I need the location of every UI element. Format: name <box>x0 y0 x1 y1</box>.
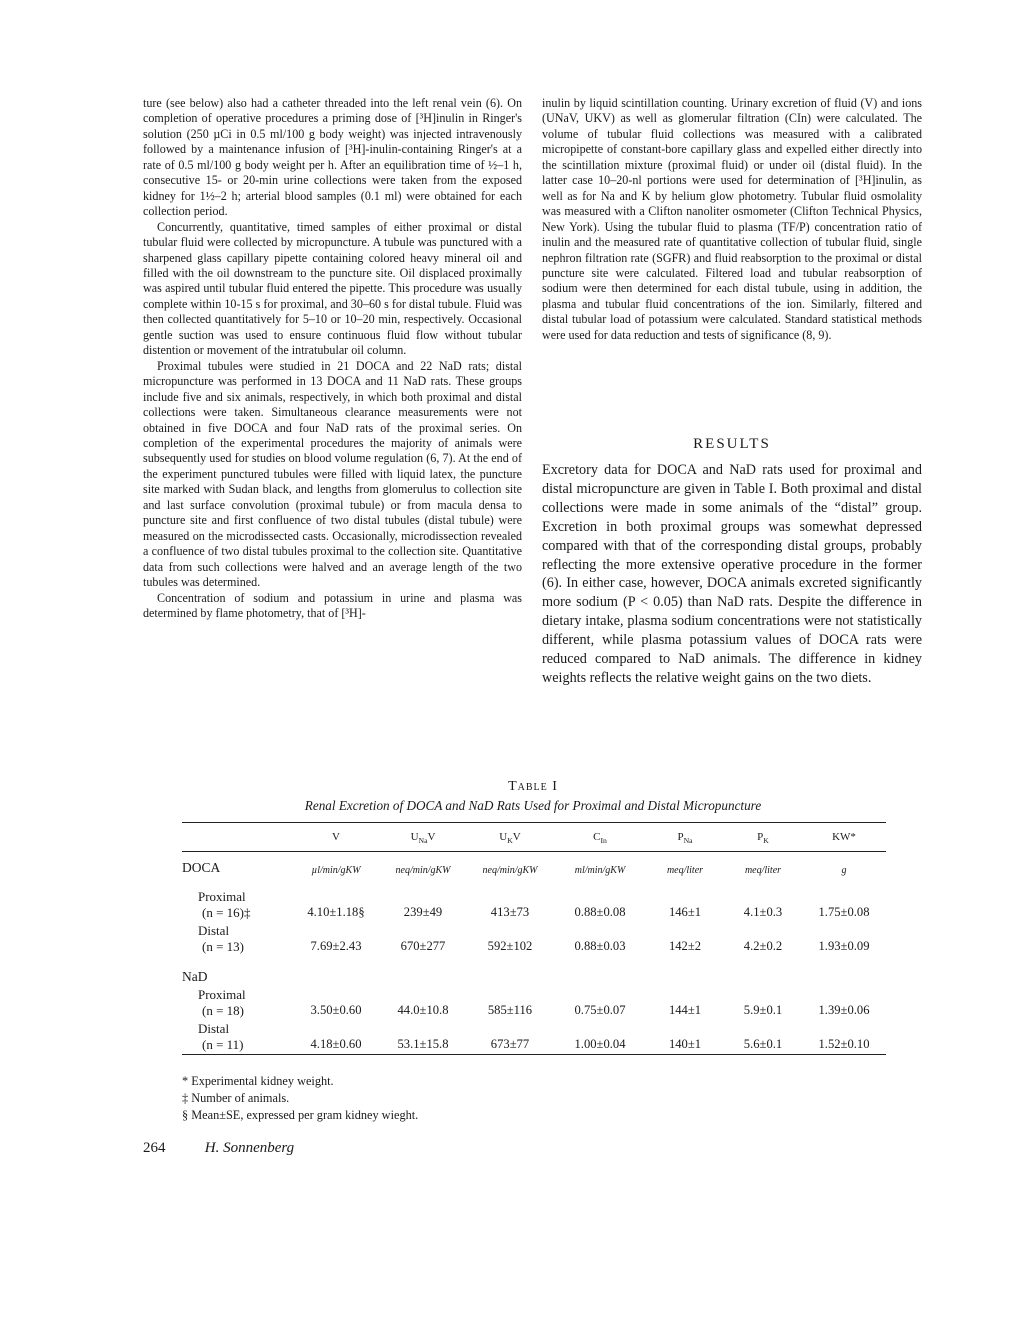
data-table <box>182 822 886 1055</box>
left-paragraph-2: Concurrently, quantitative, timed samples of either proximal or distal tubular fluid were collected by micropuncture. A tubule was punctured with a sharpened glass capillary pipette containing colored heavy mineral oil and filled with the oil downstream to the puncture site. Oil displaced proximally was aspired until tubular fluid entered the pipette. This procedure was usually complete within 10-15 s for proximal, and 30–60 s for distal tubule. Fluid was then collected quantitatively for 5–10 or 10–20 min, respectively. Occasional gentle suction was used to ensure continuous fluid flow without tubular distention or movement of the intratubular oil column. <box>143 219 522 358</box>
unit-cell: neq/min/gKW <box>380 852 466 877</box>
col-header-unav: $U_{Na}V$ <box>380 823 466 852</box>
row-label: Distal <box>198 1021 230 1036</box>
group-nad-label: NaD <box>182 969 208 984</box>
table-row <box>182 939 886 956</box>
table-caption: Renal Excretion of DOCA and NaD Rats Used for Proximal and Distal Micropuncture <box>304 798 762 813</box>
table-cell: 592±102 <box>487 939 533 953</box>
unit-cell: neq/min/gKW <box>466 852 554 877</box>
table-row <box>182 1003 886 1020</box>
table-cell: 1.75±0.08 <box>818 905 870 919</box>
table-cell: 4.1±0.3 <box>743 905 783 919</box>
table-row <box>182 905 886 922</box>
left-paragraph-3: Proximal tubules were studied in 21 DOCA and 22 NaD rats; distal micropuncture was performed in 13 DOCA and 11 NaD rats. These groups include five and six animals, respectively, in which both proximal and distal collections were taken. Simultaneous clearance measurements were not obtained in five DOCA and four NaD rats of the proximal series. On completion of the experimental procedures the majority of animals were subsequently used for studies on blood volume regulation (6, 7). At the end of the experiment punctured tubules were filled with liquid latex, the puncture site marked with Sudan black, and lengths from glomerulus to collection site and last surface convolution (proximal tubule) or from macula densa to puncture site and first confluence of two distal tubules (distal tubule) were measured on the microdissected casts. Occasionally, microdissection revealed a confluence of two distal tubules proximal to the collection site. Quantitative data from such collections were halved and an average length of the two tubules was determined. <box>143 358 522 590</box>
right-column <box>542 96 922 343</box>
footnote: § Mean±SE, expressed per gram kidney wieght. <box>182 1108 419 1122</box>
row-label: Proximal <box>198 987 246 1002</box>
left-paragraph-4: Concentration of sodium and potassium in urine and plasma was determined by flame photometry, that of [³H]- <box>143 590 522 620</box>
table-header-row <box>182 823 886 852</box>
col-header-pna: $P_{Na}$ <box>646 823 724 852</box>
row-n: (n = 11) <box>182 1037 292 1055</box>
footnote: * Experimental kidney weight. <box>182 1074 334 1088</box>
table-row <box>182 1037 886 1055</box>
table-cell: 144±1 <box>668 1003 702 1017</box>
table-cell: 7.69±2.43 <box>310 939 362 953</box>
left-column <box>143 96 522 621</box>
table-cell: 0.88±0.08 <box>574 905 626 919</box>
row-label: Proximal <box>198 889 246 904</box>
table-cell: 1.52±0.10 <box>802 1037 886 1055</box>
col-header-cin: $C_{In}$ <box>554 823 646 852</box>
table-cell: 1.00±0.04 <box>554 1037 646 1055</box>
table-cell: 670±277 <box>400 939 446 953</box>
unit-cell: meq/liter <box>724 852 802 877</box>
table-cell: 4.10±1.18§ <box>307 905 365 919</box>
results-paragraph: Excretory data for DOCA and NaD rats used for proximal and distal micropuncture are given in Table I. Both proximal and distal collections were made in some animals of the “distal” group. Excretion in both proximal groups was somewhat depressed compared with that of the corresponding distal groups, probably reflecting the more extensive operative procedure in the former (6). In either case, however, DOCA animals excreted significantly more sodium (P < 0.05) than NaD rats. Despite the difference in dietary intake, plasma sodium concentrations were not statistically different, while plasma potassium values of DOCA rats were reduced compared to NaD animals. The difference in kidney weights reflects the relative weight gains on the two diets. <box>542 462 922 686</box>
table-row <box>182 986 886 1003</box>
table-cell: 140±1 <box>646 1037 724 1055</box>
author-name: H. Sonnenberg <box>204 1140 295 1156</box>
col-header-ukv: $U_KV$ <box>466 823 554 852</box>
table-cell: 4.2±0.2 <box>743 939 783 953</box>
table-units-row <box>182 852 886 877</box>
table-cell: 673±77 <box>466 1037 554 1055</box>
unit-cell: ml/min/gKW <box>554 852 646 877</box>
row-n: (n = 16)‡ <box>202 905 251 920</box>
table-group-row <box>182 968 886 986</box>
row-label: Distal <box>198 923 230 938</box>
table-row <box>182 888 886 905</box>
table-cell: 239±49 <box>403 905 443 919</box>
unit-cell: g <box>802 852 886 877</box>
page-footer <box>143 1140 294 1157</box>
table-cell: 1.93±0.09 <box>818 939 870 953</box>
table-title: Table I <box>508 779 558 794</box>
table-cell: 0.88±0.03 <box>574 939 626 953</box>
table-row <box>182 1020 886 1037</box>
table-cell: 44.0±10.8 <box>397 1003 449 1017</box>
unit-cell: meq/liter <box>646 852 724 877</box>
table-row <box>182 922 886 939</box>
table-footnotes <box>182 1073 418 1124</box>
right-paragraph-1: inulin by liquid scintillation counting. Urinary excretion of fluid (V) and ions (UNaV, UKV) as well as glomerular filtration (CIn) were calculated. The volume of tubular fluid collections was measured with a calibrated micropipette of constant-bore capillary glass and expelled either directly into the scintillation mixture (proximal fluid) or under oil (distal fluid). In the latter case 10–20-nl portions were used for determination of [³H]inulin, as well as for Na and K by helium glow photometry. Tubular fluid osmolality was measured with a Clifton nanoliter osmometer (Clifton Technical Physics, New York). Using the tubular fluid to plasma (TF/P) concentration ratio of inulin and the measured rate of quantitative collection of tubular fluid, single nephron filtration rate (SGFR) and fluid reabsorption to the proximal or distal puncture site were calculated. Filtered load and tubular reabsorption of sodium were then determined for each distal tubule, using in addition, the plasma and tubular fluid concentrations of the ion. Similarly, filtered and distal tubular load of potassium were calculated. Standard statistical methods were used for data reduction and tests of significance (8, 9). <box>542 96 922 342</box>
left-paragraph-1: ture (see below) also had a catheter threaded into the left renal vein (6). On completion of operative procedures a priming dose of [³H]inulin in Ringer's solution (250 µCi in 0.5 ml/100 g body weight) was injected intravenously followed by a maintenance infusion of [³H]-inulin-containing Ringer's at a rate of 0.5 ml/100 g body weight per h. After an equilibration time of ½–1 h, consecutive 15- or 20-min urine collections were taken from the exposed kidney for 1½–2 h; arterial blood samples (0.1 ml) were obtained for each collection period. <box>143 96 522 219</box>
row-n: (n = 13) <box>202 939 244 954</box>
results-heading: RESULTS <box>693 436 771 452</box>
results-section <box>542 461 922 688</box>
col-header-pk: $P_K$ <box>724 823 802 852</box>
table-cell: 4.18±0.60 <box>292 1037 380 1055</box>
table-cell: 3.50±0.60 <box>310 1003 362 1017</box>
table-cell: 5.6±0.1 <box>724 1037 802 1055</box>
table-cell: 585±116 <box>487 1003 533 1017</box>
table-cell: 413±73 <box>490 905 530 919</box>
table-cell: 146±1 <box>668 905 702 919</box>
table-cell: 5.9±0.1 <box>743 1003 783 1017</box>
row-n: (n = 18) <box>202 1003 244 1018</box>
table-cell: 142±2 <box>668 939 702 953</box>
page-number: 264 <box>143 1140 166 1156</box>
col-header-kw: KW* <box>802 823 886 852</box>
unit-cell: µl/min/gKW <box>292 852 380 877</box>
col-header-v: V <box>292 823 380 852</box>
table-cell: 1.39±0.06 <box>818 1003 870 1017</box>
group-doca-label: DOCA <box>182 852 292 877</box>
table-cell: 53.1±15.8 <box>380 1037 466 1055</box>
footnote: ‡ Number of animals. <box>182 1091 290 1105</box>
table-cell: 0.75±0.07 <box>574 1003 626 1017</box>
